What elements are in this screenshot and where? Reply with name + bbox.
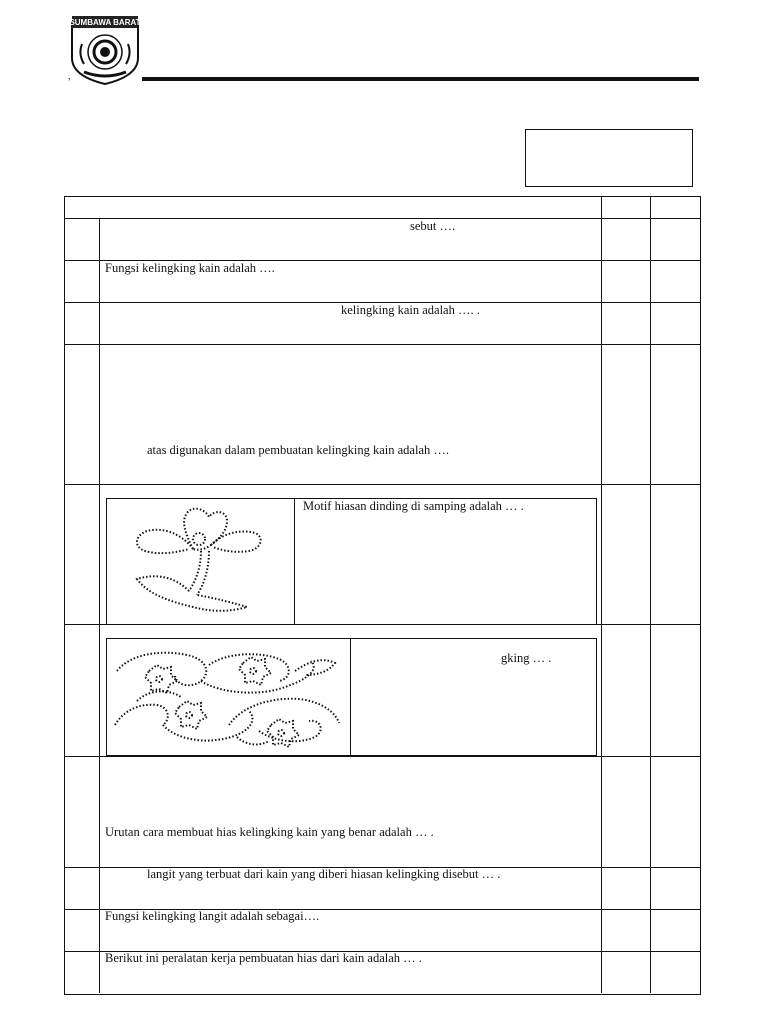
question-3-text: kelingking kain adalah …. . [341, 303, 480, 317]
question-6-box [106, 638, 597, 756]
logo-banner-text: SUMBAWA BARAT [69, 18, 141, 27]
answer-column-divider [601, 197, 602, 993]
number-column-divider [99, 218, 100, 993]
question-5-box [106, 498, 597, 625]
regency-crest-logo [68, 14, 142, 86]
question-7-text: Urutan cara membuat hias kelingking kain yang benar adalah … . [105, 825, 434, 839]
question-6-box-divider [350, 639, 351, 755]
question-table [64, 196, 701, 995]
question-5-box-divider [294, 499, 295, 624]
question-4-text: atas digunakan dalam pembuatan kelingking kain adalah …. [147, 443, 449, 457]
question-1-text: sebut …. [410, 219, 456, 233]
logo-mark: , [68, 71, 71, 82]
question-6-text: gking … . [501, 651, 552, 665]
row-divider [65, 344, 700, 345]
flower-motif-illustration [123, 503, 273, 615]
row-divider [65, 484, 700, 485]
row-divider [65, 756, 700, 757]
question-5-text: Motif hiasan dinding di samping adalah … . [303, 499, 524, 513]
question-9-text: Fungsi kelingking langit adalah sebagai…. [105, 909, 320, 923]
question-10-text: Berikut ini peralatan kerja pembuatan hias dari kain adalah … . [105, 951, 422, 965]
row-divider [65, 218, 700, 219]
floral-ornament-illustration [109, 641, 345, 753]
question-8-text: langit yang terbuat dari kain yang diberi hiasan kelingking disebut … . [147, 867, 501, 881]
header-rule [142, 77, 699, 81]
question-2-text: Fungsi kelingking kain adalah …. [105, 261, 275, 275]
score-column-divider [650, 197, 651, 993]
crest-icon [68, 14, 142, 86]
score-box [525, 129, 693, 187]
